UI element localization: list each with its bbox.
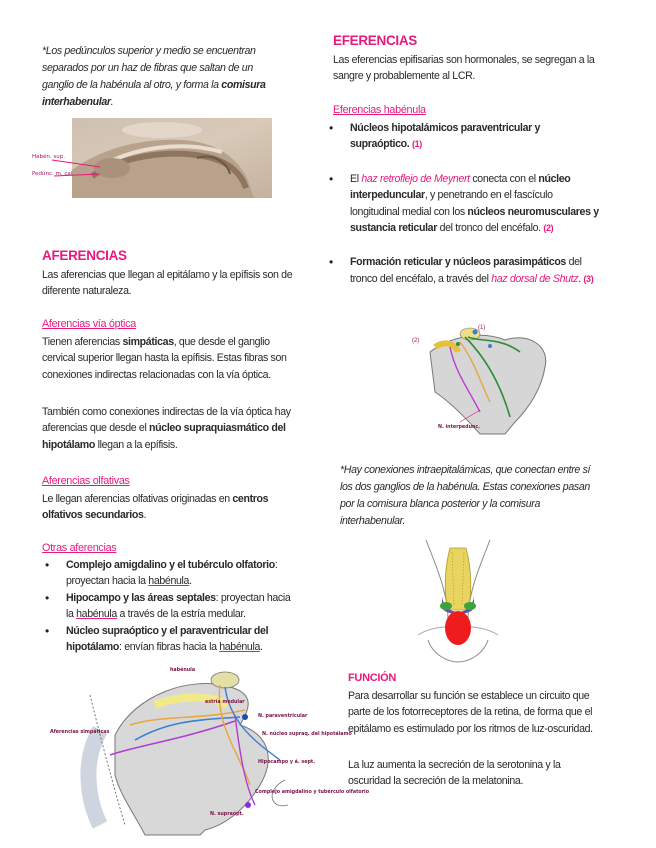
list-item: • Núcleos hipotalámicos paraventricular y supraóptico. (1) <box>326 120 601 153</box>
diagram-label-paraventricular: N. paraventricular <box>258 714 308 719</box>
funcion-title: FUNCIÓN <box>348 672 397 684</box>
eferencias-habenula-heading: Eferencias habénula <box>333 104 426 116</box>
olfativas-paragraph: Le llegan aferencias olfativas originadas en centros olfativos secundarios. <box>42 493 269 522</box>
eferencias-title: EFERENCIAS <box>333 33 418 48</box>
eferencias-fig-label-2: (2) <box>412 338 420 344</box>
eferencias-list <box>326 120 601 287</box>
eferencias-fig-label-1: (1) <box>478 325 486 331</box>
list-item: • El haz retroflejo de Meynert conecta con el núcleo interpeduncular, y penetrando en el fascículo longitudinal medial con los núcleos neuromusculares y sustancia reticular del tronco del encéfalo. (2) <box>326 171 601 237</box>
label-peduncle: Pedúnc. m. cal. <box>32 171 75 177</box>
funcion-paragraph-2: La luz aumenta la secreción de la serotonina y la oscuridad la secreción de la melatonina. <box>348 759 561 788</box>
aferencias-diagram-svg <box>40 665 369 835</box>
diagram-label-supraoptico: N. supraópt. <box>210 812 244 817</box>
list-item: • Núcleo supraóptico y el paraventricular del hipotálamo: envían fibras hacia la habénula. <box>42 623 294 656</box>
eferencias-diagram <box>410 322 560 434</box>
list-item: • Hipocampo y las áreas septales: proyectan hacia la habénula a través de la estría medular. <box>42 590 294 623</box>
diagram-label-hipocampo: Hipocampo y á. sept. <box>258 760 316 765</box>
intraepitalamic-note: *Hay conexiones intraepitalámicas, que conectan entre sí los dos ganglios de la habénula. Estas conexiones pasan por la comisura blanca posterior y la comisura interhabenular. <box>340 464 591 527</box>
optica-paragraph-2: También como conexiones indirectas de la vía óptica hay aferencias que desde el núcleo supraquiasmático del hipotálamo llegan a la epífisis. <box>42 406 291 451</box>
diagram-label-complejo: Complejo amigdalino y tubérculo olfatorio <box>255 790 369 795</box>
diagram-label-habenula: habénula <box>170 668 196 673</box>
funcion-paragraph-1: Para desarrollar su función se establece un circuito que parte de los fotorreceptores de la retina, de forma que el epitálamo es estimulado por los ritmos de luz-oscuridad. <box>348 690 593 735</box>
optica-paragraph-1: Tienen aferencias simpáticas, que desde el ganglio cervical superior llegan hasta la epífisis. Estas fibras son conexiones indirectas relacionadas con la vía óptica. <box>42 336 287 381</box>
list-item: • Formación reticular y núcleos parasimpáticos del tronco del encéfalo, a través del haz dorsal de Shutz. (3) <box>326 254 601 287</box>
diagram-label-simpaticas: Aferencias simpáticas <box>50 730 110 735</box>
brain-photo-figure <box>32 118 272 198</box>
coronal-diagram-svg <box>418 540 498 665</box>
eferencias-diagram-svg <box>410 322 560 434</box>
aferencias-diagram <box>40 665 369 835</box>
label-habenula-sup: Habén. sup. <box>32 154 65 160</box>
otras-list <box>42 557 294 655</box>
olfativas-heading: Aferencias olfativas <box>42 475 130 487</box>
eferencias-intro: Las eferencias epifisarias son hormonales, se segregan a la sangre y probablemente al LCR. <box>333 54 595 83</box>
aferencias-title: AFERENCIAS <box>42 248 127 263</box>
otras-heading: Otras aferencias <box>42 542 117 554</box>
brain-photo-illustration <box>32 118 272 198</box>
aferencias-intro: Las aferencias que llegan al epitálamo y la epífisis son de diferente naturaleza. <box>42 269 293 298</box>
coronal-diagram <box>418 540 498 665</box>
eferencias-fig-label-3: N. interpedunc. <box>438 425 481 430</box>
optica-heading: Aferencias vía óptica <box>42 318 136 330</box>
diagram-label-estria: estría medular <box>205 700 245 705</box>
diagram-label-supraquiasmatico: N. núcleo supraq. del hipotálamo <box>262 732 352 737</box>
list-item: • Complejo amigdalino y el tubérculo olfatorio: proyectan hacia la habénula. <box>42 557 294 590</box>
intro-note: *Los pedúnculos superior y medio se encuentran separados por un haz de fibras que saltan de un ganglio de la habénula al otro, y forma la comisura interhabenular. <box>42 45 266 108</box>
